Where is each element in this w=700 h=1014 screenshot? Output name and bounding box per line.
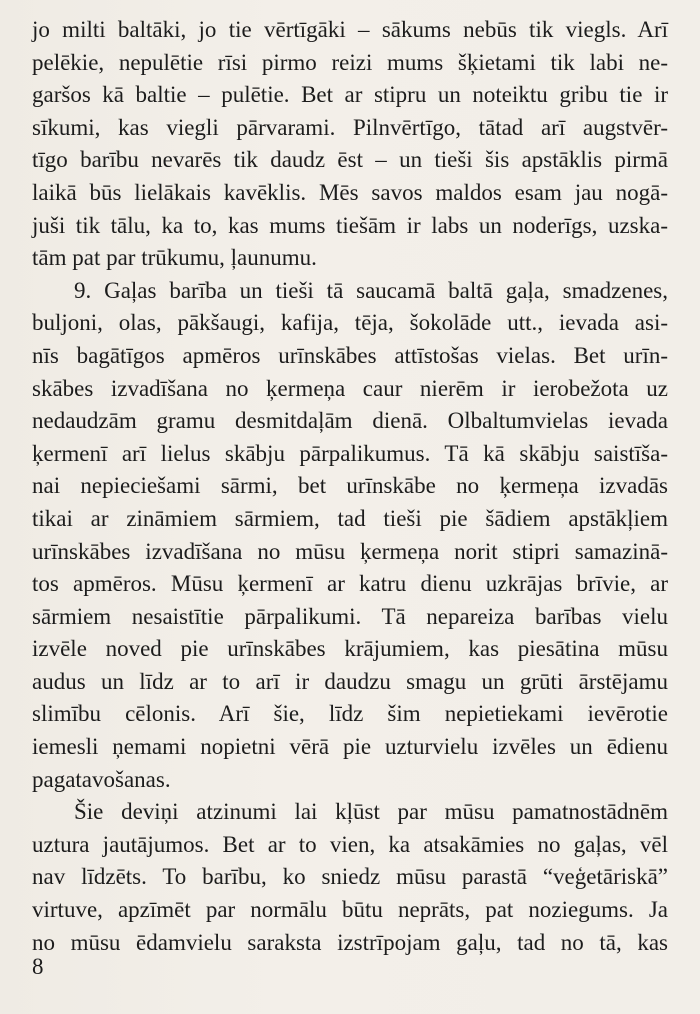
text-line: sārmiem nesaistītie pārpalikumi. Tā nepareiza barības vielu	[32, 603, 668, 629]
text-line: iemesli ņemami nopietni vērā pie uzturvielu izvēles un ēdienu	[32, 734, 668, 760]
paragraph	[32, 796, 668, 959]
text-line: Šie deviņi atzinumi lai kļūst par mūsu pamatnostādnēm	[74, 799, 668, 825]
text-line: garšos kā baltie – pulētie. Bet ar stipru un noteiktu gribu tie ir	[32, 82, 668, 108]
text-line: no mūsu ēdamvielu saraksta izstrīpojam gaļu, tad no tā, kas	[32, 929, 668, 955]
text-line: laikā būs lielākais kavēklis. Mēs savos maldos esam jau nogā-	[32, 179, 668, 205]
text-line: buljoni, olas, pākšaugi, kafija, tēja, šokolāde utt., ievada asi-	[32, 310, 668, 336]
text-line: nav līdzēts. To barību, ko sniedz mūsu parastā “veģetāriskā”	[32, 864, 668, 890]
text-line: pelēkie, nepulētie rīsi pirmo reizi mums šķietami tik labi ne-	[32, 49, 668, 75]
text-line: audus un līdz ar to arī ir daudzu smagu un grūti ārstējamu	[32, 668, 668, 694]
text-line: nedaudzām gramu desmitdaļām dienā. Olbaltumvielas ievada	[32, 408, 668, 434]
text-line: tos apmēros. Mūsu ķermenī ar katru dienu uzkrājas brīvie, ar	[32, 571, 668, 597]
text-line: ķermenī arī lielus skābju pārpalikumus. Tā kā skābju saistīša-	[32, 440, 668, 466]
text-line: izvēle noved pie urīnskābes krājumiem, kas piesātina mūsu	[32, 636, 668, 662]
text-line: tām pat par trūkumu, ļaunumu.	[32, 245, 317, 271]
paragraph	[32, 275, 668, 797]
text-line: urīnskābes izvadīšana no mūsu ķermeņa norit stipri samazinā-	[32, 538, 668, 564]
text-line: nīs bagātīgos apmēros urīnskābes attīstošas vielas. Bet urīn-	[32, 342, 668, 368]
paragraph	[32, 14, 668, 275]
text-line: tikai ar zināmiem sārmiem, tad tieši pie šādiem apstākļiem	[32, 505, 668, 531]
text-line: sīkumi, kas viegli pārvarami. Pilnvērtīgo, tātad arī augstvēr-	[32, 114, 668, 140]
text-line: jo milti baltāki, jo tie vērtīgāki – sākums nebūs tik viegls. Arī	[32, 17, 668, 42]
text-line: uztura jautājumos. Bet ar to vien, ka atsakāmies no gaļas, vēl	[32, 831, 668, 857]
text-line: juši tik tālu, ka to, kas mums tiešām ir labs un noderīgs, uzska-	[32, 212, 668, 238]
page-number: 8	[32, 954, 44, 979]
text-line: tīgo barību nevarēs tik daudz ēst – un tieši šis apstāklis pirmā	[32, 147, 668, 173]
text-line: nai nepieciešami sārmi, bet urīnskābe no ķermeņa izvadās	[32, 473, 668, 499]
body-text	[32, 14, 668, 959]
text-line: virtuve, apzīmēt par normālu būtu neprāts, pat noziegums. Ja	[32, 897, 668, 923]
text-line: pagatavošanas.	[32, 766, 171, 792]
text-line: 9. Gaļas barība un tieši tā saucamā baltā gaļa, smadzenes,	[74, 277, 668, 303]
text-line: skābes izvadīšana no ķermeņa caur nierēm ir ierobežota uz	[32, 375, 668, 401]
text-line: slimību cēlonis. Arī šie, līdz šim nepietiekami ievērotie	[32, 701, 668, 727]
